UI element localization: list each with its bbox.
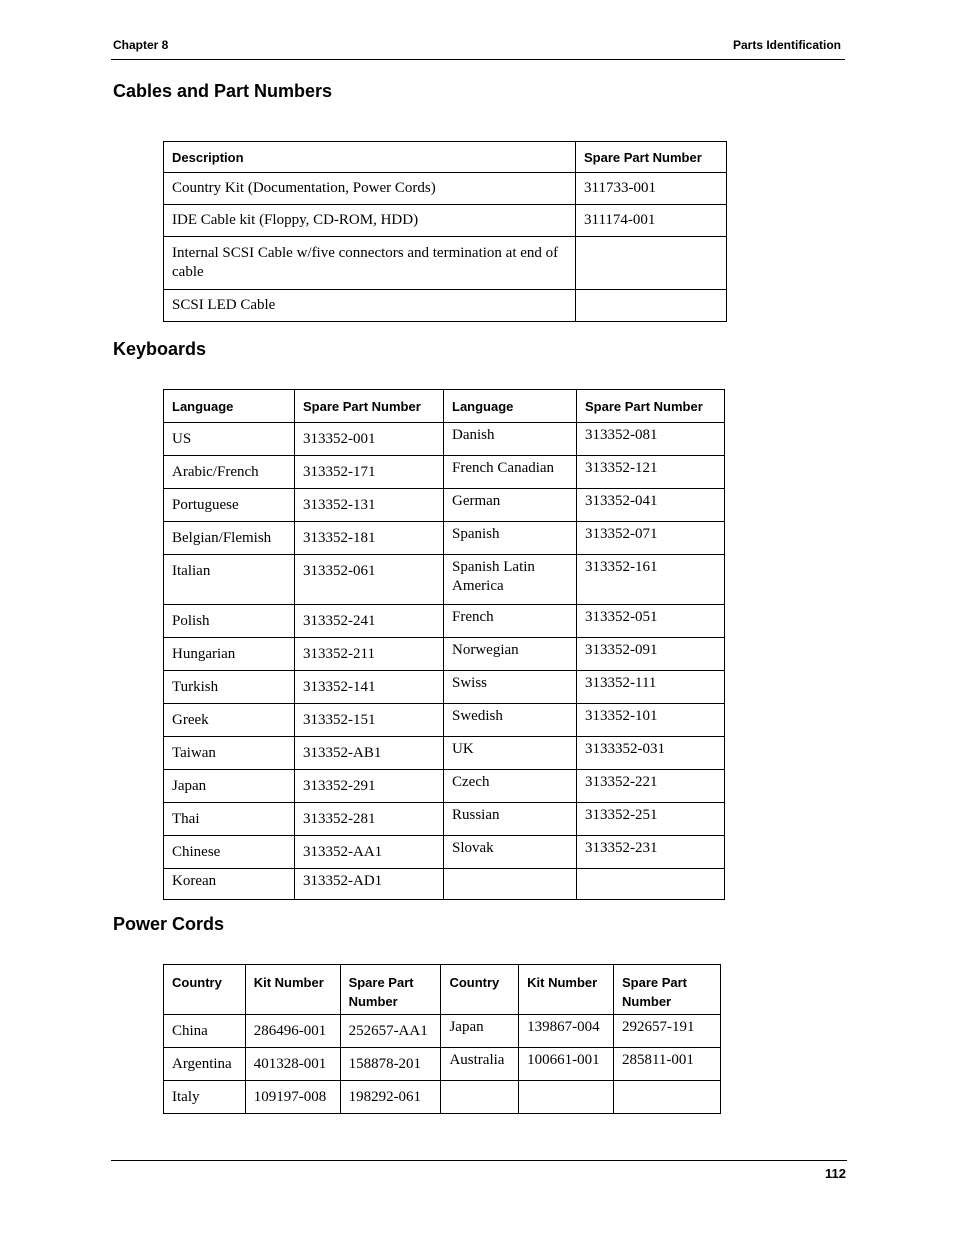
table-row [164,456,725,489]
table-cell: 313352-141 [295,671,444,704]
table-cell: Turkish [164,671,295,704]
table-cell: Country Kit (Documentation, Power Cords) [164,173,576,205]
table-cell: Arabic/French [164,456,295,489]
table-cell: Norwegian [444,638,577,671]
table-cell: 292657-191 [613,1015,720,1048]
cables-table [163,141,727,322]
table-cell [444,869,577,900]
table-cell: Belgian/Flemish [164,522,295,555]
table-header-row [164,390,725,423]
table-cell: Portuguese [164,489,295,522]
column-header: Spare Part Number [340,965,441,1015]
table-cell: 313352-071 [577,522,725,555]
table-row [164,489,725,522]
table-cell: Korean [164,869,295,900]
table-cell: 252657-AA1 [340,1015,441,1048]
table-header-row [164,142,727,173]
table-cell: Australia [441,1048,519,1081]
table-cell: UK [444,737,577,770]
table-cell: Spanish [444,522,577,555]
power-cords-table [163,964,721,1114]
table-cell: Internal SCSI Cable w/five connectors and termination at end of cable [164,237,576,290]
column-header: Description [164,142,576,173]
table-cell: Chinese [164,836,295,869]
table-cell [577,869,725,900]
page-number: 112 [825,1166,846,1181]
table-cell [576,290,727,322]
running-header-section: Parts Identification [732,38,841,52]
table-cell: 313352-231 [577,836,725,869]
table-cell: 313352-AB1 [295,737,444,770]
table-row [164,704,725,737]
table-cell: 313352-221 [577,770,725,803]
table-cell: 313352-111 [577,671,725,704]
table-cell [613,1081,720,1114]
table-row [164,205,727,237]
table-row [164,836,725,869]
table-cell: 311174-001 [576,205,727,237]
table-cell: 313352-041 [577,489,725,522]
keyboards-heading: Keyboards [113,339,207,359]
table-cell: Thai [164,803,295,836]
table-cell: Spanish Latin America [444,555,577,605]
table-row [164,290,727,322]
table-cell: 313352-081 [577,423,725,456]
table-cell: Polish [164,605,295,638]
column-header: Spare Part Number [613,965,720,1015]
table-cell: 285811-001 [613,1048,720,1081]
table-row [164,1015,721,1048]
column-header: Kit Number [519,965,614,1015]
table-cell: Danish [444,423,577,456]
table-cell: 313352-091 [577,638,725,671]
table-cell: 313352-051 [577,605,725,638]
footer-rule [111,1160,847,1161]
table-cell: 109197-008 [245,1081,340,1114]
column-header: Kit Number [245,965,340,1015]
table-cell: 286496-001 [245,1015,340,1048]
table-cell: 313352-241 [295,605,444,638]
table-cell: 401328-001 [245,1048,340,1081]
table-row [164,737,725,770]
table-cell: US [164,423,295,456]
table-cell: 158878-201 [340,1048,441,1081]
table-row [164,605,725,638]
table-row [164,555,725,605]
table-cell: 139867-004 [519,1015,614,1048]
column-header: Country [441,965,519,1015]
table-cell: 313352-001 [295,423,444,456]
table-cell: 313352-171 [295,456,444,489]
table-cell: Czech [444,770,577,803]
table-cell: Greek [164,704,295,737]
table-cell: Japan [164,770,295,803]
table-cell: Swedish [444,704,577,737]
table-cell [519,1081,614,1114]
table-cell: 198292-061 [340,1081,441,1114]
table-cell: 313352-181 [295,522,444,555]
table-cell: French [444,605,577,638]
table-row [164,522,725,555]
column-header: Country [164,965,246,1015]
table-cell: 313352-281 [295,803,444,836]
table-cell: Italy [164,1081,246,1114]
table-row [164,237,727,290]
table-cell: China [164,1015,246,1048]
table-cell: IDE Cable kit (Floppy, CD-ROM, HDD) [164,205,576,237]
table-cell: 313352-131 [295,489,444,522]
table-row [164,173,727,205]
table-cell: 313352-161 [577,555,725,605]
table-row [164,1081,721,1114]
column-header: Spare Part Number [295,390,444,423]
table-cell: SCSI LED Cable [164,290,576,322]
cables-heading: Cables and Part Numbers [113,81,333,101]
table-cell [576,237,727,290]
table-cell: Hungarian [164,638,295,671]
table-row [164,1048,721,1081]
table-cell: Russian [444,803,577,836]
table-cell: 313352-AA1 [295,836,444,869]
keyboards-table [163,389,725,900]
table-cell: 311733-001 [576,173,727,205]
table-cell: Taiwan [164,737,295,770]
table-cell: 313352-211 [295,638,444,671]
column-header: Language [444,390,577,423]
table-header-row [164,965,721,1015]
table-row [164,671,725,704]
table-cell: Italian [164,555,295,605]
header-rule [111,59,845,60]
table-cell: 313352-251 [577,803,725,836]
power-cords-heading: Power Cords [113,914,225,934]
table-row [164,638,725,671]
table-cell: Japan [441,1015,519,1048]
table-row [164,803,725,836]
table-cell: 3133352-031 [577,737,725,770]
column-header: Spare Part Number [577,390,725,423]
table-row [164,423,725,456]
column-header: Spare Part Number [576,142,727,173]
column-header: Language [164,390,295,423]
running-header-chapter: Chapter 8 [113,38,169,52]
table-cell: German [444,489,577,522]
table-cell: 313352-151 [295,704,444,737]
table-cell: 313352-291 [295,770,444,803]
table-cell: 313352-101 [577,704,725,737]
table-cell: 313352-061 [295,555,444,605]
table-cell: French Canadian [444,456,577,489]
table-cell: Argentina [164,1048,246,1081]
table-cell: 313352-AD1 [295,869,444,900]
table-cell: 313352-121 [577,456,725,489]
table-row [164,770,725,803]
table-cell: Slovak [444,836,577,869]
table-row [164,869,725,900]
table-cell: Swiss [444,671,577,704]
table-cell: 100661-001 [519,1048,614,1081]
table-cell [441,1081,519,1114]
